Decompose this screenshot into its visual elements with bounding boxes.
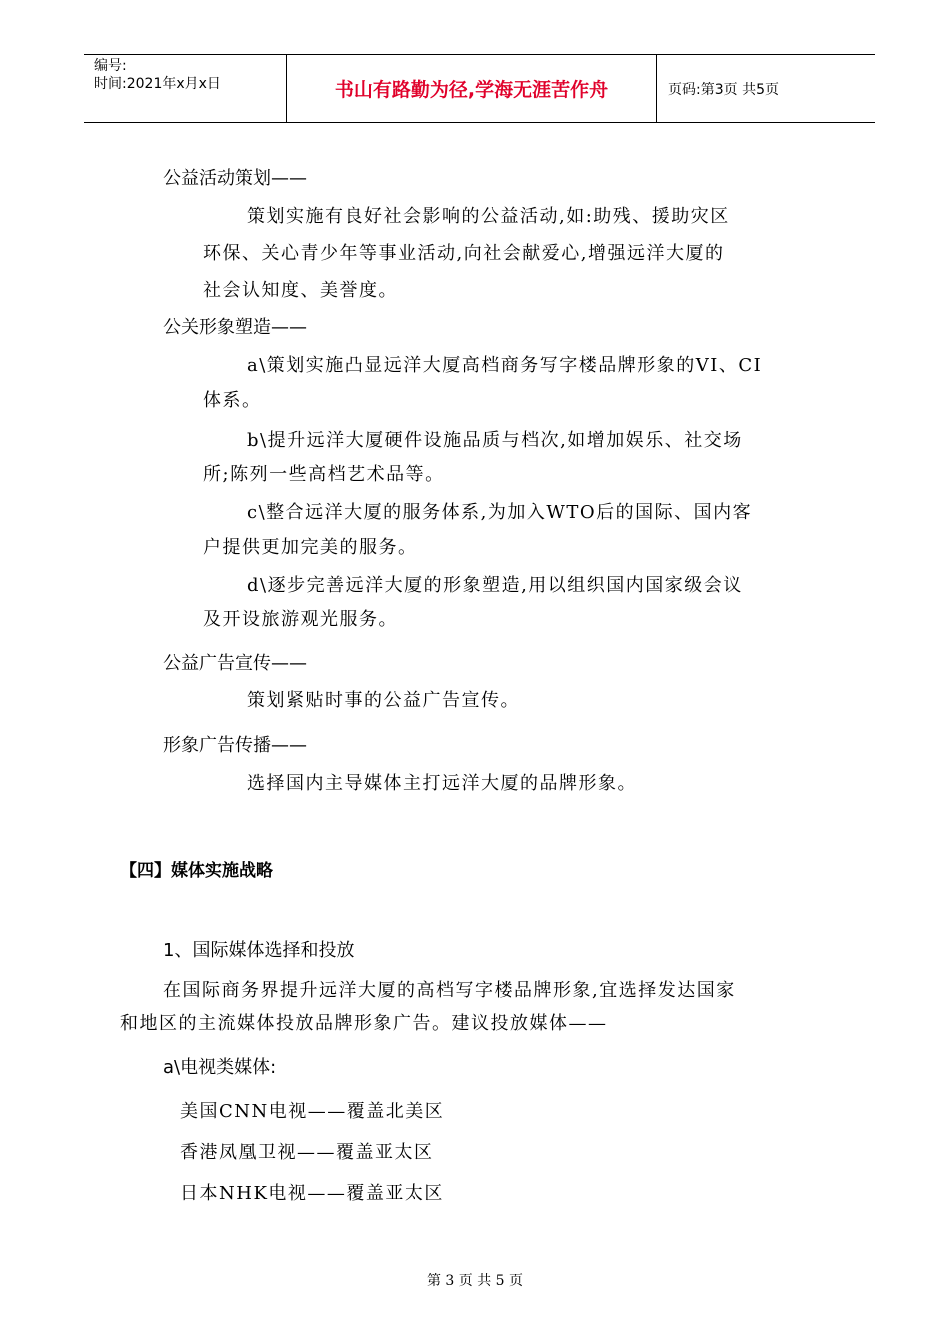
item-c-line1: c\整合远洋大厦的服务体系,为加入WTO后的国际、国内客 [247,502,753,523]
intro-line1: 在国际商务界提升远洋大厦的高档写字楼品牌形象,宜选择发达国家 [163,980,736,1001]
para-line: 环保、关心青少年等事业活动,向社会献爱心,增强远洋大厦的 [203,243,725,264]
item-a-line2: 体系。 [203,390,262,411]
item-b-line2: 所;陈列一些高档艺术品等。 [203,464,445,485]
tv-item: 日本NHK电视——覆盖亚太区 [180,1183,444,1204]
subtitle-intl-media: 1、国际媒体选择和投放 [163,940,355,961]
page-footer: 第 3 页 共 5 页 [426,1273,524,1289]
item-d-line1: d\逐步完善远洋大厦的形象塑造,用以组织国内国家级会议 [247,575,743,596]
heading-public-welfare: 公益活动策划—— [163,168,307,189]
header-motto-cell [286,55,657,122]
page-label: 页码:第3页 共5页 [668,81,779,98]
header-left [94,57,221,93]
page-header [84,54,875,123]
date-label: 时间:2021年x月x日 [94,76,221,92]
heading-image-ad: 形象广告传播—— [163,735,307,756]
intro-line2: 和地区的主流媒体投放品牌形象广告。建议投放媒体—— [120,1013,608,1034]
tv-item: 香港凤凰卫视——覆盖亚太区 [180,1142,434,1163]
heading-public-ad: 公益广告宣传—— [163,653,307,674]
public-ad-text: 策划紧贴时事的公益广告宣传。 [247,690,520,711]
number-label: 编号: [94,58,127,74]
para-line: 社会认知度、美誉度。 [203,280,398,301]
item-d-line2: 及开设旅游观光服务。 [203,609,398,630]
image-ad-text: 选择国内主导媒体主打远洋大厦的品牌形象。 [247,773,637,794]
motto: 书山有路勤为径,学海无涯苦作舟 [334,79,609,101]
section-media-strategy: 【四】媒体实施战略 [120,861,273,881]
item-a-line1: a\策划实施凸显远洋大厦高档商务写字楼品牌形象的VI、CI [247,355,763,376]
para-line: 策划实施有良好社会影响的公益活动,如:助残、援助灾区 [247,206,730,227]
heading-pr-image: 公关形象塑造—— [163,317,307,338]
tv-media-label: a\电视类媒体: [163,1057,277,1078]
tv-item: 美国CNN电视——覆盖北美区 [180,1101,445,1122]
item-c-line2: 户提供更加完美的服务。 [203,537,418,558]
item-b-line1: b\提升远洋大厦硬件设施品质与档次,如增加娱乐、社交场 [247,430,743,451]
